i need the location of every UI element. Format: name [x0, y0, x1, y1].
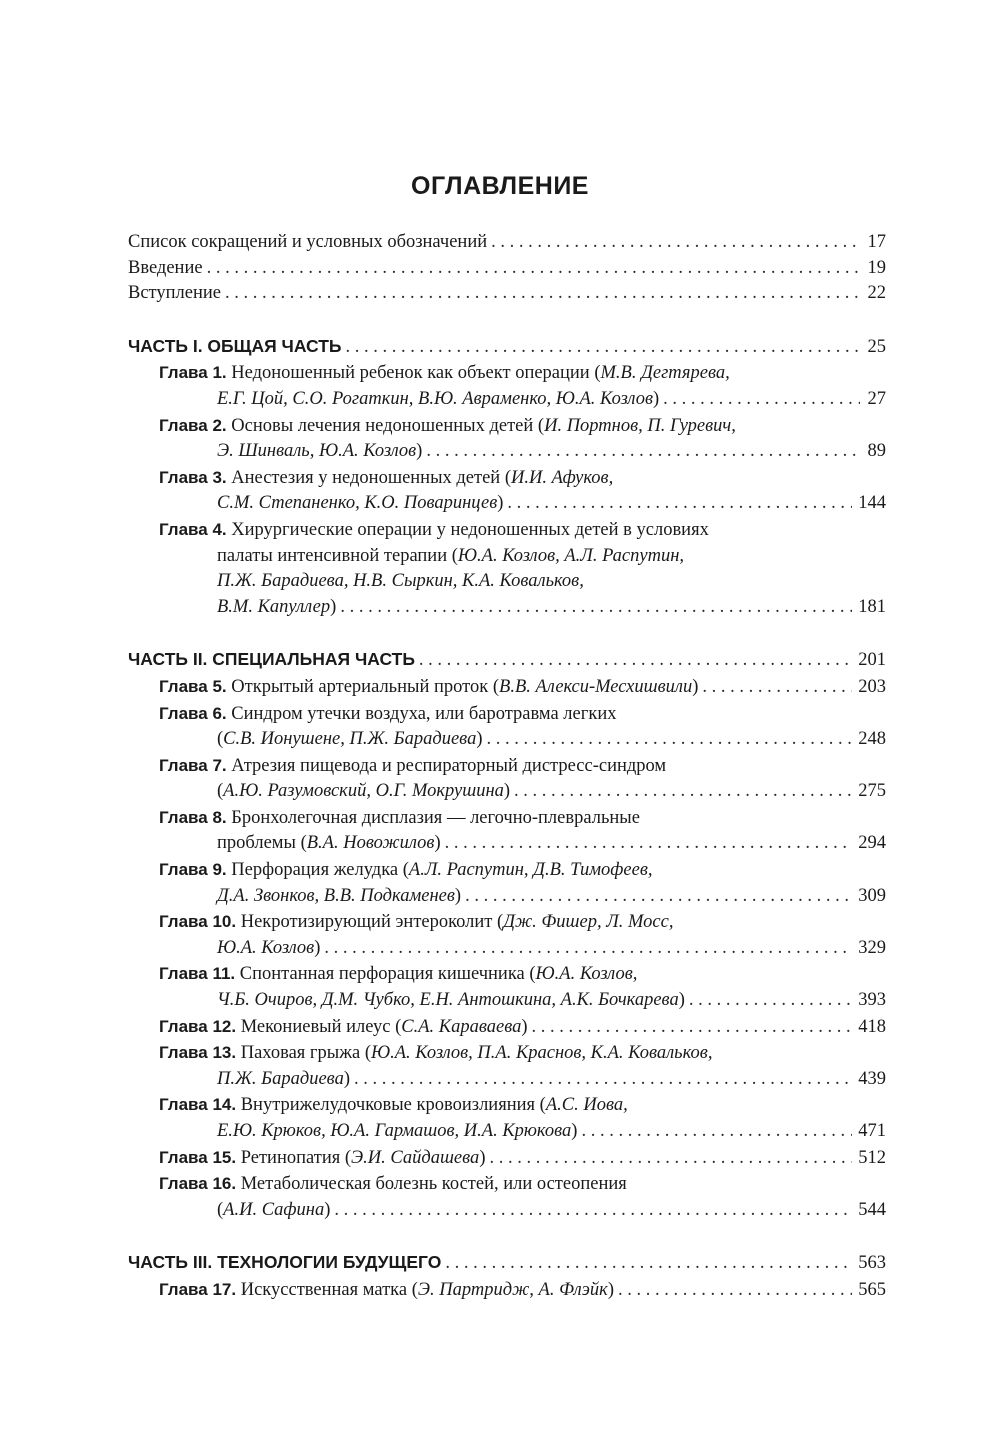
toc-chapter-4[interactable]: Глава 4. Хирургические операции у недоношенных детей в условиях палаты интенсивной терапии (Ю.А. Козлов, А.Л. Распутин, П.Ж. Барадиева, Н.В. Сыркин, К.А. Ковальков, В.М. Капуллер) . . . 181: [128, 517, 886, 620]
page-number: 181: [858, 596, 886, 617]
toc-chapter-14[interactable]: Глава 14. Внутрижелудочковые кровоизлияния (А.С. Иова, Е.Ю. Крюков, Ю.А. Гармашов, И.А. Крюкова) . . . 471: [128, 1092, 886, 1144]
chapter-title: Анестезия у недоношенных детей: [231, 467, 501, 488]
page-number: 203: [858, 676, 886, 697]
chapter-label: Глава 8.: [159, 807, 227, 827]
chapter-authors: А.С. Иова,: [545, 1095, 628, 1116]
chapter-authors: Е.Ю. Крюков, Ю.А. Гармашов, И.А. Крюкова: [217, 1121, 572, 1141]
entry-title: Вступление: [128, 283, 221, 304]
chapter-label: Глава 11.: [159, 964, 236, 984]
chapter-label: Глава 13.: [159, 1043, 237, 1063]
chapter-title: Спонтанная перфорация кишечника: [239, 964, 525, 985]
chapter-label: Глава 1.: [159, 363, 227, 383]
chapter-title: Синдром утечки воздуха, или баротравма легких: [231, 703, 617, 724]
chapter-authors: Е.Г. Цой, С.О. Рогаткин, В.Ю. Авраменко, Ю.А. Козлов: [217, 388, 653, 409]
chapter-title: Мекониевый илеус: [240, 1016, 391, 1037]
page-number: 201: [858, 650, 886, 671]
chapter-authors: Д.А. Звонков, В.В. Подкаменев: [217, 885, 455, 906]
part-title: ЧАСТЬ I. ОБЩАЯ ЧАСТЬ: [128, 335, 342, 356]
chapter-title: Паховая грыжа: [240, 1043, 361, 1064]
part-2: [128, 647, 886, 1223]
toc-part-heading[interactable]: [128, 647, 886, 674]
toc-chapter-5[interactable]: Глава 5. Открытый артериальный проток (В.В. Алекси-Месхишвили) . . . 203: [128, 674, 886, 701]
page-number: 329: [858, 937, 886, 958]
chapter-authors: Ю.А. Козлов,: [535, 964, 638, 985]
page-number: 17: [867, 232, 886, 252]
page-number: 248: [858, 729, 886, 750]
chapter-authors: И. Портнов, П. Гуревич,: [544, 415, 736, 436]
toc-chapter-12[interactable]: Глава 12. Мекониевый илеус (С.А. Караваева) . . . 418: [128, 1014, 886, 1041]
toc-chapter-1[interactable]: Глава 1. Недоношенный ребенок как объект операции (М.В. Дегтярева, Е.Г. Цой, С.О. Рогаткин, В.Ю. Авраменко, Ю.А. Козлов) . . . 27: [128, 360, 886, 412]
chapter-title: Бронхолегочная дисплазия — легочно-плевральные: [231, 807, 640, 828]
page-number: 565: [858, 1279, 886, 1300]
toc-chapter-9[interactable]: Глава 9. Перфорация желудка (А.Л. Распутин, Д.В. Тимофеев, Д.А. Звонков, В.В. Подкаменев) . . . 309: [128, 857, 886, 909]
page-number: 544: [858, 1199, 886, 1220]
chapter-authors: П.Ж. Барадиева, Н.В. Сыркин, К.А. Ковальков,: [217, 571, 584, 592]
part-title: ЧАСТЬ II. СПЕЦИАЛЬНАЯ ЧАСТЬ: [128, 649, 415, 670]
chapter-authors: В.В. Алекси-Месхишвили: [499, 676, 693, 697]
page-number: 439: [858, 1068, 886, 1089]
entry-title: Введение: [128, 257, 203, 278]
page-number: 393: [858, 990, 886, 1011]
toc-chapter-17[interactable]: Глава 17. Искусственная матка (Э. Партридж, А. Флэйк) . . . 565: [128, 1277, 886, 1304]
page-number: 22: [867, 283, 886, 304]
toc-chapter-7[interactable]: Глава 7. Атрезия пищевода и респираторный дистресс-синдром (А.Ю. Разумовский, О.Г. Мокрушина) . . . 275: [128, 753, 886, 805]
chapter-label: Глава 3.: [159, 467, 227, 487]
chapter-authors: И.И. Афуков,: [511, 467, 614, 488]
chapter-label: Глава 16.: [159, 1174, 237, 1194]
chapter-title: Метаболическая болезнь костей, или остеопения: [240, 1174, 627, 1195]
chapter-label: Глава 6.: [159, 703, 227, 723]
page-number: 563: [858, 1253, 886, 1274]
chapter-authors: С.А. Караваева: [401, 1016, 522, 1037]
page-number: 275: [858, 781, 886, 802]
chapter-authors: Э. Партридж, А. Флэйк: [417, 1279, 608, 1300]
chapter-authors: Э. Шинваль, Ю.А. Козлов: [217, 441, 417, 462]
page-number: 309: [858, 885, 886, 906]
page-number: 89: [867, 441, 886, 462]
chapter-title: Атрезия пищевода и респираторный дистресс-синдром: [231, 755, 667, 776]
chapter-authors: В.М. Капуллер: [217, 596, 331, 617]
page-number: 144: [858, 493, 886, 514]
chapter-title-cont: палаты интенсивной терапии: [217, 545, 448, 566]
chapter-authors: Дж. Фишер, Л. Мосс,: [503, 912, 674, 933]
toc-chapter-10[interactable]: Глава 10. Некротизирующий энтероколит (Дж. Фишер, Л. Мосс, Ю.А. Козлов) . . . 329: [128, 909, 886, 961]
page-number: 27: [867, 388, 886, 409]
toc-part-heading[interactable]: [128, 334, 886, 361]
toc-chapter-16[interactable]: Глава 16. Метаболическая болезнь костей, или остеопения (А.И. Сафина) . . . 544: [128, 1171, 886, 1223]
chapter-authors: А.Л. Распутин, Д.В. Тимофеев,: [408, 860, 653, 881]
page-number: 512: [858, 1147, 886, 1168]
entry-title: Список сокращений и условных обозначений: [128, 232, 488, 252]
chapter-title: Внутрижелудочковые кровоизлияния: [240, 1095, 536, 1116]
chapter-label: Глава 7.: [159, 755, 227, 775]
chapter-title: Некротизирующий энтероколит: [240, 912, 493, 933]
chapter-authors: П.Ж. Барадиева: [217, 1068, 344, 1089]
chapter-title: Ретинопатия: [240, 1147, 341, 1168]
chapter-label: Глава 10.: [159, 912, 237, 932]
chapter-title: Недоношенный ребенок как объект операции: [231, 363, 590, 384]
toc-chapter-15[interactable]: Глава 15. Ретинопатия (Э.И. Сайдашева) . . . 512: [128, 1145, 886, 1172]
chapter-authors: Ч.Б. Очиров, Д.М. Чубко, Е.Н. Антошкина, А.К. Бочкарева: [217, 990, 679, 1011]
chapter-authors: С.М. Степаненко, К.О. Поваринцев: [217, 493, 498, 514]
toc-part-heading[interactable]: [128, 1250, 886, 1277]
toc-chapter-8[interactable]: Глава 8. Бронхолегочная дисплазия — легочно-плевральные проблемы (В.А. Новожилов) . . . 294: [128, 805, 886, 857]
chapter-authors: А.Ю. Разумовский, О.Г. Мокрушина: [223, 781, 504, 802]
chapter-title-cont: проблемы: [217, 833, 296, 854]
toc-entry-abbreviations[interactable]: [128, 230, 886, 256]
toc-entry-introduction[interactable]: [128, 256, 886, 282]
chapter-title: Искусственная матка: [240, 1279, 408, 1300]
chapter-label: Глава 5.: [159, 676, 227, 696]
chapter-label: Глава 4.: [159, 519, 227, 539]
chapter-label: Глава 17.: [159, 1279, 237, 1299]
chapter-authors: Ю.А. Козлов, А.Л. Распутин,: [457, 545, 684, 566]
chapter-label: Глава 14.: [159, 1095, 237, 1115]
chapter-title: Перфорация желудка: [231, 860, 399, 881]
chapter-authors: С.В. Ионушене, П.Ж. Барадиева: [223, 729, 477, 750]
part-1: [128, 334, 886, 621]
toc-chapter-13[interactable]: Глава 13. Паховая грыжа (Ю.А. Козлов, П.А. Краснов, К.А. Ковальков, П.Ж. Барадиева) . . . 439: [128, 1040, 886, 1092]
part-3: [128, 1250, 886, 1303]
page-number: 19: [867, 257, 886, 278]
page-number: 418: [858, 1016, 886, 1037]
page-number: 294: [858, 833, 886, 854]
table-of-contents: [128, 230, 886, 1304]
toc-chapter-2[interactable]: Глава 2. Основы лечения недоношенных детей (И. Портнов, П. Гуревич, Э. Шинваль, Ю.А. Козлов) . . . 89: [128, 413, 886, 465]
toc-chapter-6[interactable]: Глава 6. Синдром утечки воздуха, или баротравма легких (С.В. Ионушене, П.Ж. Барадиева) . . . 248: [128, 701, 886, 753]
chapter-label: Глава 15.: [159, 1147, 237, 1167]
chapter-label: Глава 2.: [159, 415, 227, 435]
chapter-authors: А.И. Сафина: [223, 1199, 325, 1220]
toc-chapter-11[interactable]: Глава 11. Спонтанная перфорация кишечника (Ю.А. Козлов, Ч.Б. Очиров, Д.М. Чубко, Е.Н. Антошкина, А.К. Бочкарева) . . . 393: [128, 961, 886, 1013]
toc-chapter-3[interactable]: Глава 3. Анестезия у недоношенных детей (И.И. Афуков, С.М. Степаненко, К.О. Поваринцев) . . . 144: [128, 465, 886, 517]
page-title: ОГЛАВЛЕНИЕ: [411, 172, 589, 200]
chapter-title: Хирургические операции у недоношенных детей в условиях: [231, 519, 709, 540]
page-number: 471: [858, 1121, 886, 1141]
chapter-authors: Ю.А. Козлов, П.А. Краснов, К.А. Ковальков,: [370, 1043, 713, 1064]
toc-entry-preface[interactable]: [128, 281, 886, 307]
chapter-authors: М.В. Дегтярева,: [600, 363, 730, 384]
chapter-label: Глава 12.: [159, 1016, 237, 1036]
part-title: ЧАСТЬ III. ТЕХНОЛОГИИ БУДУЩЕГО: [128, 1252, 442, 1273]
chapter-title: Открытый артериальный проток: [231, 676, 489, 697]
chapter-authors: В.А. Новожилов: [306, 833, 435, 854]
page-number: 25: [867, 336, 886, 357]
chapter-authors: Э.И. Сайдашева: [351, 1147, 480, 1168]
chapter-label: Глава 9.: [159, 860, 227, 880]
chapter-title: Основы лечения недоношенных детей: [231, 415, 534, 436]
chapter-authors: Ю.А. Козлов: [217, 937, 315, 958]
